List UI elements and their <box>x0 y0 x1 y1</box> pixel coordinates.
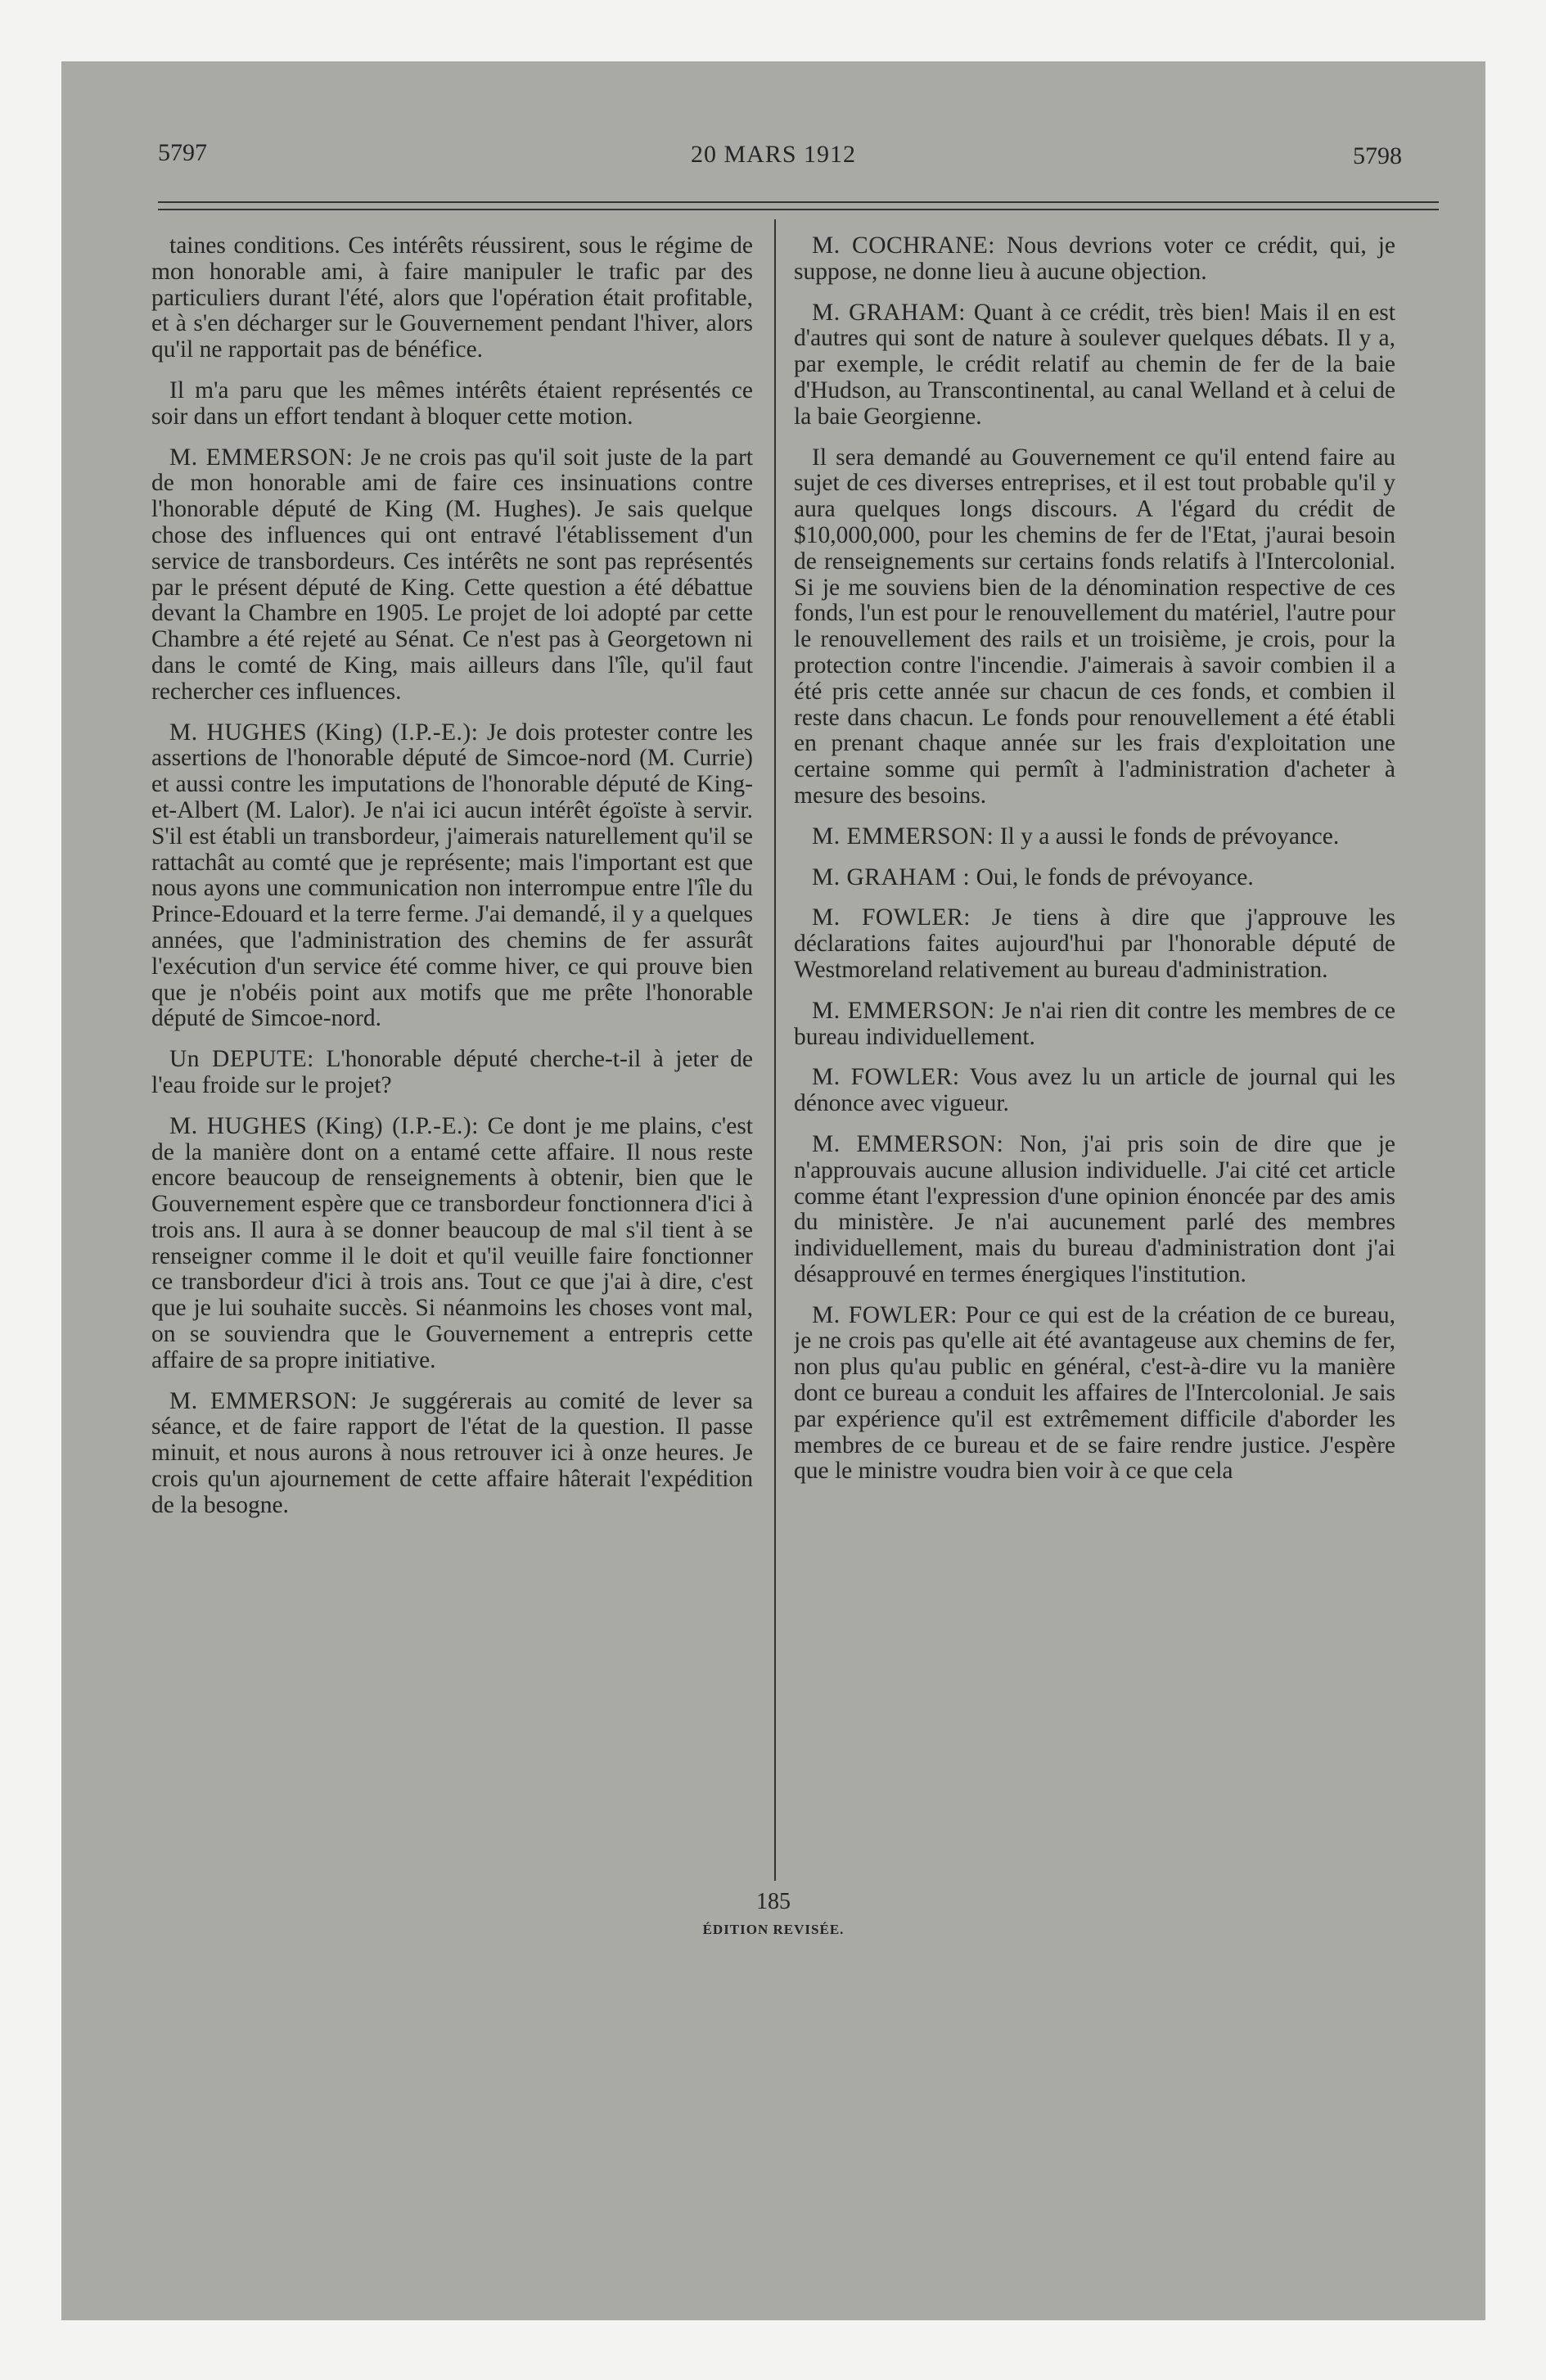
speaker-name: M. FOWLER: <box>812 1064 960 1091</box>
speaker-name: M. EMMERSON: <box>169 1387 358 1414</box>
paragraph <box>151 1114 753 1374</box>
paragraph-text: taines conditions. Ces intérêts réussirent, sous le régime de mon honorable ami, à faire manipuler le trafic par des particuliers durant l'été, alors que l'opération était profitable, et à s'en décharger sur le Gouvernement pendant l'hiver, alors qu'il ne rapportait pas de bénéfice. <box>151 233 753 363</box>
paragraph <box>151 720 753 1033</box>
paragraph <box>151 1389 753 1519</box>
speaker-name: M. COCHRANE: <box>812 233 995 259</box>
edition-note: ÉDITION REVISÉE. <box>702 1922 845 1937</box>
paragraph <box>794 1303 1395 1485</box>
paragraph-text: Oui, le fonds de prévoyance. <box>976 863 1254 890</box>
paragraph <box>794 865 1395 891</box>
paragraph-text: L'honorable député cherche-t-il à jeter de l'eau froide sur le projet? <box>151 1046 753 1098</box>
paragraph-text: Quant à ce crédit, très bien! Mais il en est d'autres qui sont de nature à soulever quelques débats. Il y a, par exemple, le crédit relatif au chemin de fer de la baie d'Hudson, au Transcontinental, au canal Welland et à celui de la baie Georgienne. <box>794 299 1395 430</box>
speaker-name: M. FOWLER: <box>812 904 971 931</box>
speaker-name: M. EMMERSON: <box>169 444 354 471</box>
paragraph-text: Je suggérerais au comité de lever sa séance, et de faire rapport de l'état de la question. Il passe minuit, et nous aurons à nous retrouver ici à onze heures. Je crois qu'un ajournement de cette affaire hâterait l'expédition de la besogne. <box>151 1387 753 1518</box>
speaker-name: M. FOWLER: <box>812 1301 958 1328</box>
page-number-left: 5797 <box>158 139 207 166</box>
paragraph <box>151 233 753 363</box>
speaker-name: M. EMMERSON: <box>812 997 995 1024</box>
speaker-name: M. HUGHES (King) (I.P.-E.): <box>169 719 479 746</box>
header-rule-double <box>158 209 1439 210</box>
paragraph <box>794 445 1395 809</box>
speaker-name: M. EMMERSON: <box>812 823 994 850</box>
paragraph-text: Il m'a paru que les mêmes intérêts étaient représentés ce soir dans un effort tendant à bloquer cette motion. <box>151 376 753 430</box>
page-number-right: 5798 <box>1353 142 1402 169</box>
signature-number: 185 <box>756 1889 791 1914</box>
paragraph <box>794 300 1395 430</box>
page-header <box>61 139 1485 188</box>
paragraph-text: Nous devrions voter ce crédit, qui, je suppose, ne donne lieu à aucune objection. <box>794 233 1395 285</box>
speaker-name: M. GRAHAM: <box>812 299 966 326</box>
paragraph-text: Ce dont je me plains, c'est de la manière dont on a entamé cette affaire. Il nous reste encore beaucoup de renseignements à obtenir, bien que le Gouvernement espère que ce transbordeur fonctionnera d'ici à trois ans. Il aura à se donner beaucoup de mal s'il tient à se renseigner comme il le doit et qu'il veuille faire fonctionner ce transbordeur d'ici à trois ans. Tout ce que j'ai à dire, c'est que je lui souhaite succès. Si néanmoins les choses vont mal, on se souviendra que le Gouvernement a entrepris cette affaire de sa propre initiative. <box>151 1112 753 1373</box>
paragraph-text: Non, j'ai pris soin de dire que je n'approuvais aucune allusion individuelle. J'ai cité cet article comme étant l'expression d'une opinion énoncée par des amis du ministère. Je n'ai aucunement parlé des membres individuellement, mais du bureau d'administration dont j'ai désapprouvé en termes énergiques l'institution. <box>794 1130 1395 1287</box>
speaker-name: M. GRAHAM : <box>812 863 971 890</box>
paragraph-text: Je n'ai rien dit contre les membres de ce bureau individuellement. <box>794 997 1395 1050</box>
page-date: 20 MARS 1912 <box>690 141 857 168</box>
paragraph-text: Je tiens à dire que j'approuve les déclarations faites aujourd'hui par l'honorable député de Westmoreland relativement au bureau d'administration. <box>794 904 1395 983</box>
paragraph-text: Je dois protester contre les assertions de l'honorable député de Simcoe-nord (M. Currie) et aussi contre les imputations de l'honorable député de King-et-Albert (M. Lalor). Je n'ai ici aucun intérêt égoïste à servir. S'il est établi un transbordeur, j'aimerais naturellement qu'il se rattachât au comté que je représente; mais l'important est que nous ayons une communication non interrompue entre l'île du Prince-Edouard et la terre ferme. J'ai demandé, il y a quelques années, que l'administration des chemins de fer assurât l'exécution d'un service été comme hiver, ce qui prouve bien que je n'obéis point aux motifs que me prête l'honorable député de Simcoe-nord. <box>151 719 753 1032</box>
paragraph <box>151 445 753 705</box>
scanned-page <box>61 61 1485 2320</box>
paragraph <box>794 1132 1395 1288</box>
speaker-name: M. EMMERSON: <box>812 1130 1004 1157</box>
left-column <box>151 233 753 1891</box>
paragraph <box>794 905 1395 983</box>
speaker-name: Un DEPUTE: <box>169 1046 314 1073</box>
paragraph-text: Je ne crois pas qu'il soit juste de la part de mon honorable ami de faire ces insinuations contre l'honorable député de King (M. Hughes). Je sais quelque chose des influences qui ont entravé l'établissement d'un service de transbordeurs. Ces intérêts ne sont pas représentés par le présent député de King. Cette question a été débattue devant la Chambre en 1905. Le projet de loi adopté par cette Chambre a été rejeté au Sénat. Ce n'est pas à Georgetown ni dans le comté de King, mais ailleurs dans l'île, qu'il faut rechercher ces influences. <box>151 444 753 705</box>
paragraph <box>151 378 753 430</box>
paragraph <box>794 824 1395 850</box>
paragraph-text: Il y a aussi le fonds de prévoyance. <box>999 823 1340 850</box>
paragraph-text: Vous avez lu un article de journal qui les dénonce avec vigueur. <box>794 1064 1395 1117</box>
header-rule <box>158 201 1439 203</box>
column-divider <box>774 219 776 1881</box>
paragraph <box>794 233 1395 286</box>
right-column <box>794 233 1395 1891</box>
paragraph-text: Pour ce qui est de la création de ce bureau, je ne crois pas qu'elle ait été avantageuse aux chemins de fer, non plus qu'au public en général, c'est-à-dire vu la manière dont ce bureau a conduit les affaires de l'Intercolonial. Je sais par expérience qu'il est extrêmement difficile d'aborder les membres de ce bureau et de se faire rendre justice. J'espère que le ministre voudra bien voir à ce que cela <box>794 1301 1395 1485</box>
paragraph <box>794 998 1395 1051</box>
paragraph-text: Il sera demandé au Gouvernement ce qu'il entend faire au sujet de ces diverses entreprises, et il est tout probable qu'il y aura quelques longs discours. A l'égard du crédit de $10,000,000, pour les chemins de fer de l'Etat, j'aurai besoin de renseignements sur certains fonds relatifs à l'Intercolonial. Si je me souviens bien de la dénomination respective de ces fonds, l'un est pour le renouvellement du matériel, l'autre pour le renouvellement des rails et un troisième, je crois, pour la protection contre l'incendie. J'aimerais à savoir combien il a été pris cette année sur chacun de ces fonds, et combien il reste dans chacun. Le fonds pour renouvellement a été établi en prenant chaque année sur les frais d'exploitation une certaine somme qui permît à l'administration d'acheter à mesure des besoins. <box>794 444 1395 809</box>
speaker-name: M. HUGHES (King) (I.P.-E.): <box>169 1112 479 1139</box>
paragraph <box>794 1065 1395 1117</box>
paragraph <box>151 1047 753 1099</box>
